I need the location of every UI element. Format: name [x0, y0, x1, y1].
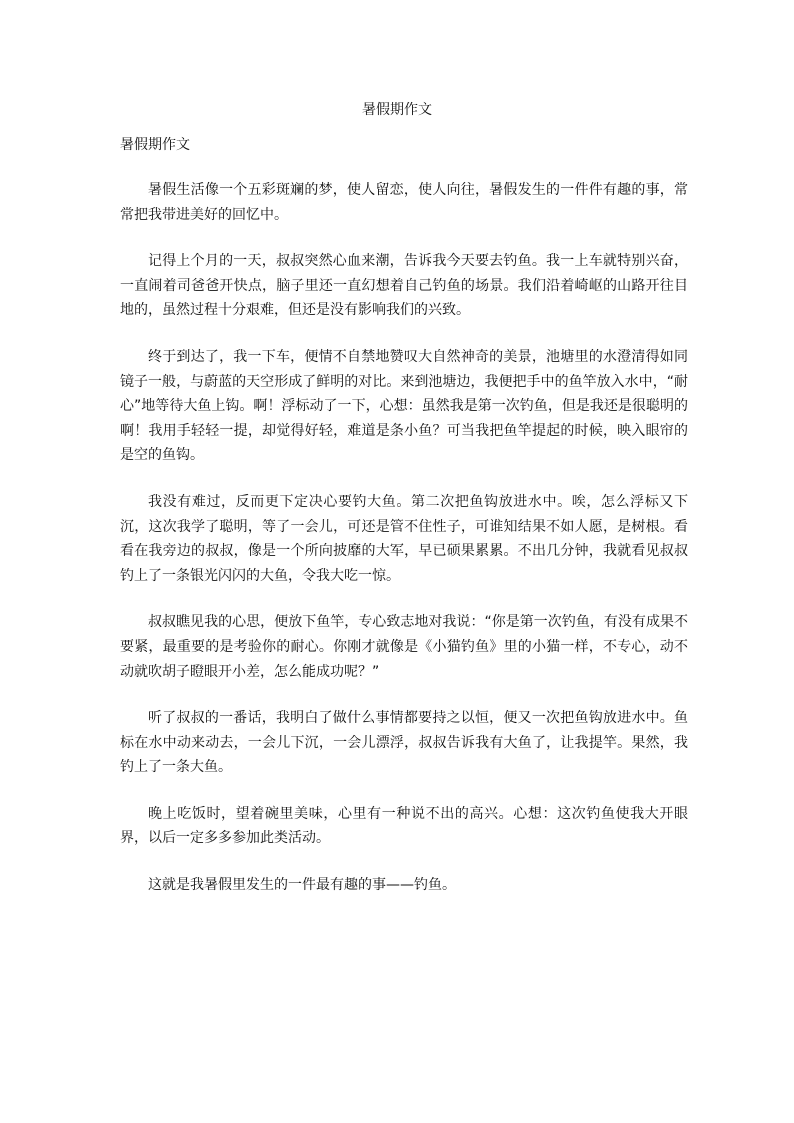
paragraph-2: 记得上个月的一天，叔叔突然心血来潮，告诉我今天要去钓鱼。我一上车就特别兴奋，一直闹着司爸爸开快点，脑子里还一直幻想着自己钓鱼的场景。我们沿着崎岖的山路开往目地的，虽然过程十分艰难，但还是没有影响我们的兴致。 — [120, 253, 688, 319]
paragraph-7: 晚上吃饭时，望着碗里美味，心里有一种说不出的高兴。心想：这次钓鱼使我大开眼界，以后一定多多参加此类活动。 — [120, 805, 688, 847]
paragraph-1: 暑假生活像一个五彩斑斓的梦，使人留恋，使人向往，暑假发生的一件件有趣的事，常常把我带进美好的回忆中。 — [120, 182, 688, 223]
paragraph-6: 听了叔叔的一番话，我明白了做什么事情都要持之以恒，便又一次把鱼钩放进水中。鱼标在水中动来动去，一会儿下沉，一会儿漂浮，叔叔告诉我有大鱼了，让我提竿。果然，我钓上了一条大鱼。 — [120, 710, 688, 776]
paragraph-4: 我没有难过，反而更下定决心要钓大鱼。第二次把鱼钩放进水中。唉，怎么浮标又下沉，这次我学了聪明，等了一会儿，可还是管不住性子，可谁知结果不如人愿，是树根。看看在我旁边的叔叔，像是一个所向披靡的大军，早已硕果累累。不出几分钟，我就看见叔叔钓上了一条银光闪闪的大鱼，令我大吃一惊。 — [120, 493, 688, 584]
page-title: 暑假期作文 — [362, 102, 432, 118]
paragraph-5: 叔叔瞧见我的心思，便放下鱼竿，专心致志地对我说：“你是第一次钓鱼，有没有成果不要紧，最重要的是考验你的耐心。你刚才就像是《小猫钓鱼》里的小猫一样，不专心，动不动就吹胡子瞪眼开小差，怎么能成功呢？” — [120, 614, 688, 680]
essay-body — [120, 178, 688, 920]
paragraph-3: 终于到达了，我一下车，便情不自禁地赞叹大自然神奇的美景，池塘里的水澄清得如同镜子一般，与蔚蓝的天空形成了鲜明的对比。来到池塘边，我便把手中的鱼竿放入水中，“耐心”地等待大鱼上钩。啊！浮标动了一下，心想：虽然我是第一次钓鱼，但是我还是很聪明的啊！我用手轻轻一提，却觉得好轻，难道是条小鱼？可当我把鱼竿提起的时候，映入眼帘的是空的鱼钩。 — [120, 348, 688, 464]
document-subtitle: 暑假期作文 — [120, 137, 190, 153]
paragraph-8: 这就是我暑假里发生的一件最有趣的事——钓鱼。 — [148, 877, 456, 894]
